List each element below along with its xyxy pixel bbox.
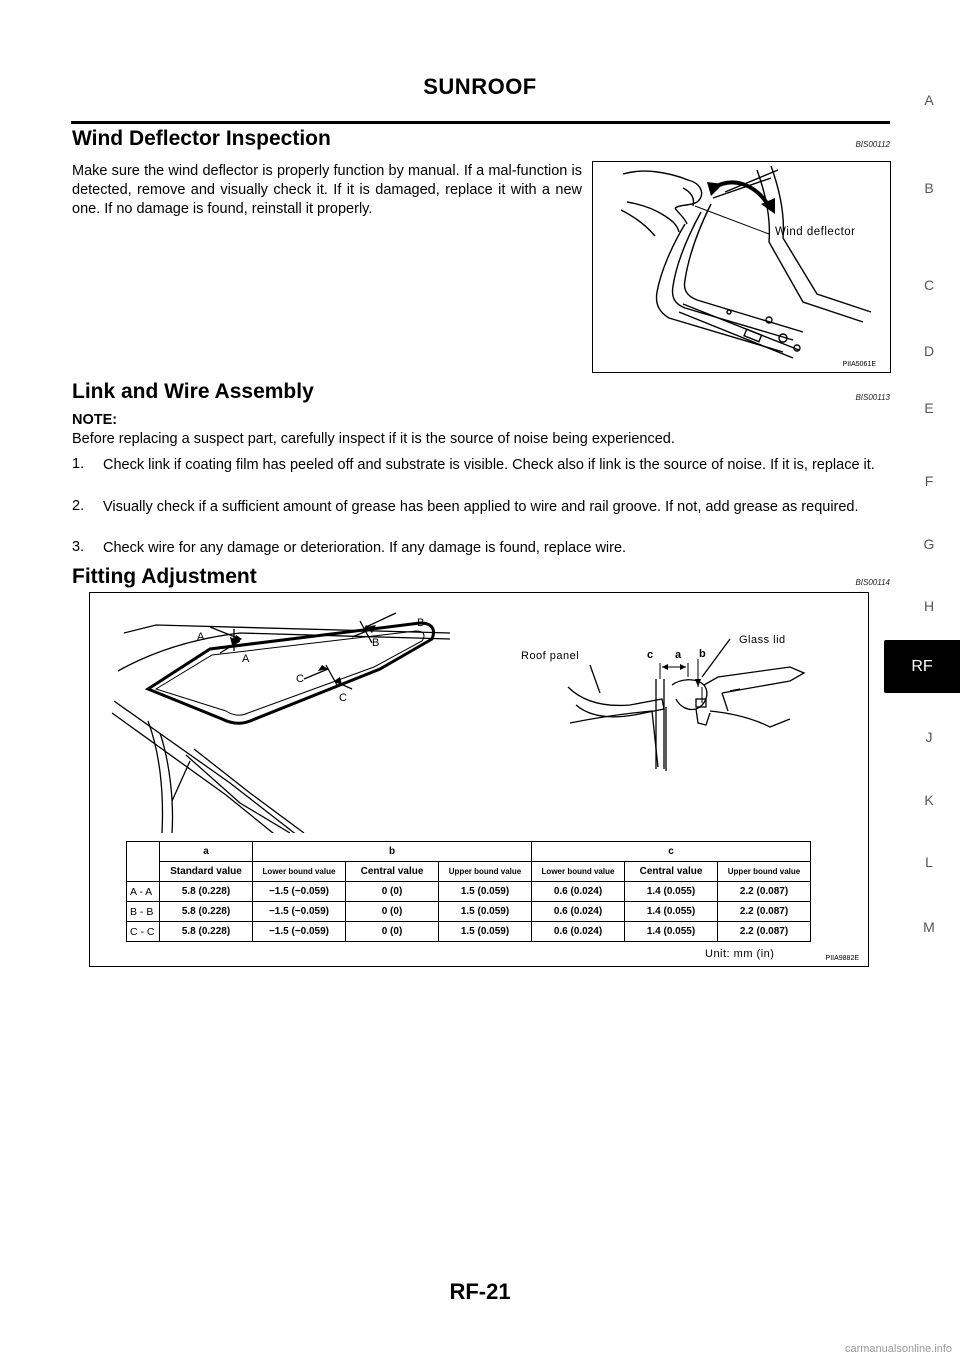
section-title-link-wire: Link and Wire Assembly [72,380,314,403]
wind-deflector-figure [592,161,891,373]
fitting-spec-table [126,841,811,942]
side-index-m[interactable]: M [923,919,935,935]
row-label: B - B [127,902,160,922]
label-a-bottom: A [242,653,250,665]
list-number: 1. [72,456,85,472]
section-code-link-wire: BIS00113 [855,393,890,402]
side-index-tab-rf[interactable]: RF [884,640,960,693]
side-index-e[interactable]: E [924,400,934,416]
list-text: Check link if coating film has peeled off and substrate is visible. Check also if link is the source of noise. If it is, replace it. [103,457,875,473]
table-row [127,902,811,922]
table-cell: −1.5 (−0.059) [253,902,346,922]
label-dim-b: b [699,648,706,660]
page-number: RF-21 [449,1279,511,1304]
table-cell: 5.8 (0.228) [160,922,253,942]
unit-label: Unit: mm (in) [705,948,775,960]
sub-header: Lower bound value [253,862,346,882]
table-cell: 1.4 (0.055) [625,902,718,922]
table-cell: 1.5 (0.059) [439,902,532,922]
side-index-g[interactable]: G [923,536,935,552]
section-code-wind-deflector: BIS00112 [855,140,890,149]
label-roof-panel: Roof panel [521,650,580,662]
wind-deflector-illustration [593,162,890,372]
table-cell: −1.5 (−0.059) [253,882,346,902]
table-cell: 1.4 (0.055) [625,882,718,902]
label-dim-c: c [647,649,654,661]
list-number: 2. [72,498,85,514]
table-cell: 5.8 (0.228) [160,902,253,922]
label-glass-lid: Glass lid [739,634,786,646]
side-index-a[interactable]: A [924,92,934,108]
section-title-fitting: Fitting Adjustment [72,565,257,588]
wind-deflector-text: Make sure the wind deflector is properly function by manual. If a mal-function is detected, remove and visually check it. If it is damaged, replace it with a new one. If no damage is found, reinstall it properly. [72,163,582,217]
note-label: NOTE: [72,412,118,428]
side-index-l[interactable]: L [925,854,933,870]
figure-code-fitting: PIIA9882E [825,955,859,962]
group-header-b: b [253,842,532,862]
group-header-c: c [532,842,811,862]
table-cell: 0 (0) [346,882,439,902]
label-c-top: C [296,673,304,685]
table-cell: 0.6 (0.024) [532,922,625,942]
side-index-k[interactable]: K [924,792,934,808]
section-title-wind-deflector: Wind Deflector Inspection [72,127,331,150]
group-header-a: a [160,842,253,862]
table-group-header-row [127,842,811,862]
side-index-j[interactable]: J [925,729,933,745]
table-cell: 1.4 (0.055) [625,922,718,942]
table-cell: 0 (0) [346,902,439,922]
table-sub-header-row [127,862,811,882]
table-row [127,922,811,942]
watermark[interactable]: carmanualsonline.info [844,1343,952,1355]
table-cell: 2.2 (0.087) [718,882,811,902]
figure-code-wind: PIIA5061E [842,361,876,368]
row-label: A - A [127,882,160,902]
label-b-bottom: B [372,637,380,649]
table-cell: 5.8 (0.228) [160,882,253,902]
sub-header: Central value [346,862,439,882]
note-text: Before replacing a suspect part, carefully inspect if it is the source of noise being experienced. [72,431,675,447]
label-a-top: A [197,631,205,643]
table-cell: 0.6 (0.024) [532,902,625,922]
table-row [127,882,811,902]
side-index-f[interactable]: F [924,473,934,489]
row-label: C - C [127,922,160,942]
wind-deflector-label: Wind deflector [775,226,856,238]
table-cell: 0.6 (0.024) [532,882,625,902]
table-cell: 2.2 (0.087) [718,902,811,922]
page-header-title: SUNROOF [423,74,537,99]
table-cell: 1.5 (0.059) [439,922,532,942]
sub-header: Upper bound value [718,862,811,882]
list-text: Visually check if a sufficient amount of grease has been applied to wire and rail groove. If not, add grease as required. [103,499,859,515]
fitting-illustration [90,593,868,833]
list-number: 3. [72,539,85,555]
table-cell: 0 (0) [346,922,439,942]
label-dim-a: a [675,649,682,661]
list-text: Check wire for any damage or deterioration. If any damage is found, replace wire. [103,540,627,556]
table-cell: 1.5 (0.059) [439,882,532,902]
side-index-d[interactable]: D [923,343,935,359]
header-rule [71,121,890,124]
sub-header: Central value [625,862,718,882]
table-cell: 2.2 (0.087) [718,922,811,942]
sub-header: Lower bound value [532,862,625,882]
label-c-bottom: C [339,692,347,704]
side-index-h[interactable]: H [923,598,935,614]
table-cell: −1.5 (−0.059) [253,922,346,942]
section-code-fitting: BIS00114 [855,578,890,587]
sub-header: Upper bound value [439,862,532,882]
side-index-b[interactable]: B [924,180,934,196]
table-corner [127,842,160,882]
sub-header: Standard value [160,862,253,882]
label-b-top: B [417,617,425,629]
side-index-c[interactable]: C [923,277,935,293]
